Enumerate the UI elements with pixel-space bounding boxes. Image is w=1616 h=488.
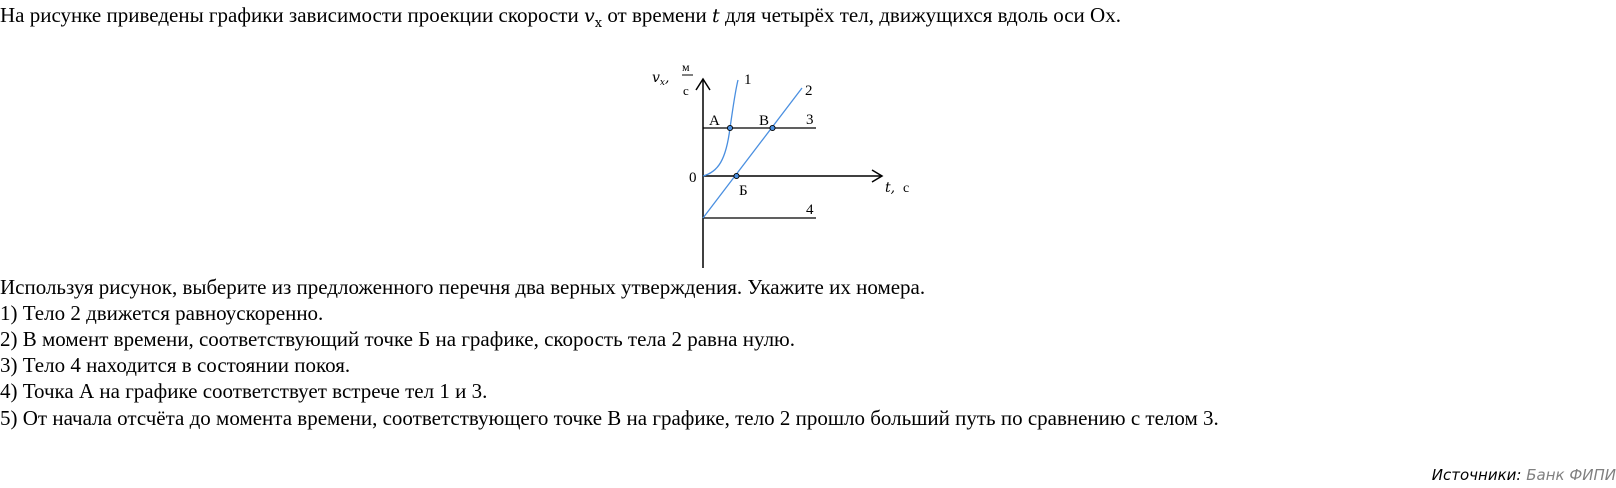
x-axis-label: t,	[885, 180, 896, 196]
curve-label-4: 4	[806, 202, 814, 218]
point-a	[727, 125, 732, 130]
curve-label-2: 2	[805, 83, 813, 99]
y-unit-denominator: с	[683, 83, 689, 98]
option-4: 4) Точка А на графике соответствует встрече тел 1 и 3.	[0, 379, 488, 403]
curve-label-1: 1	[744, 72, 752, 88]
question-text: Используя рисунок, выберите из предложенного перечня два верных утверждения. Укажите их номера.	[0, 275, 926, 299]
intro-text	[0, 2, 1121, 37]
option-2: 2) В момент времени, соответствующий точке Б на графике, скорость тела 2 равна нулю.	[0, 327, 795, 351]
option-5: 5) От начала отсчёта до момента времени, соответствующего точке В на графике, тело 2 прошло больший путь по сравнению с телом 3.	[0, 406, 1219, 430]
source-line	[1432, 466, 1616, 484]
origin-label: 0	[689, 170, 697, 186]
source-link[interactable]: Банк ФИПИ	[1526, 466, 1616, 484]
intro-part1: На рисунке приведены графики зависимости проекции скорости	[0, 3, 584, 27]
graph-line-2	[703, 88, 802, 218]
var-t: t	[712, 5, 720, 27]
point-v	[770, 125, 775, 130]
curve-label-3: 3	[806, 112, 814, 128]
var-v: $v_x$	[583, 5, 603, 31]
point-b-label: Б	[739, 183, 748, 199]
intro-part3: для четырёх тел, движущихся вдоль оси Ox.	[719, 3, 1121, 27]
point-v-label: В	[759, 113, 770, 129]
point-a-label: А	[709, 113, 720, 129]
x-unit: с	[903, 181, 910, 196]
option-3: 3) Тело 4 находится в состоянии покоя.	[0, 353, 351, 377]
velocity-time-graph	[640, 50, 930, 270]
source-label: Источники:	[1431, 466, 1522, 484]
y-unit-numerator: м	[682, 60, 690, 74]
y-axis-label: $v_x$,	[652, 70, 670, 88]
intro-part2: от времени	[602, 3, 713, 27]
option-1: 1) Тело 2 движется равноускоренно.	[0, 301, 324, 325]
point-b	[734, 173, 739, 178]
